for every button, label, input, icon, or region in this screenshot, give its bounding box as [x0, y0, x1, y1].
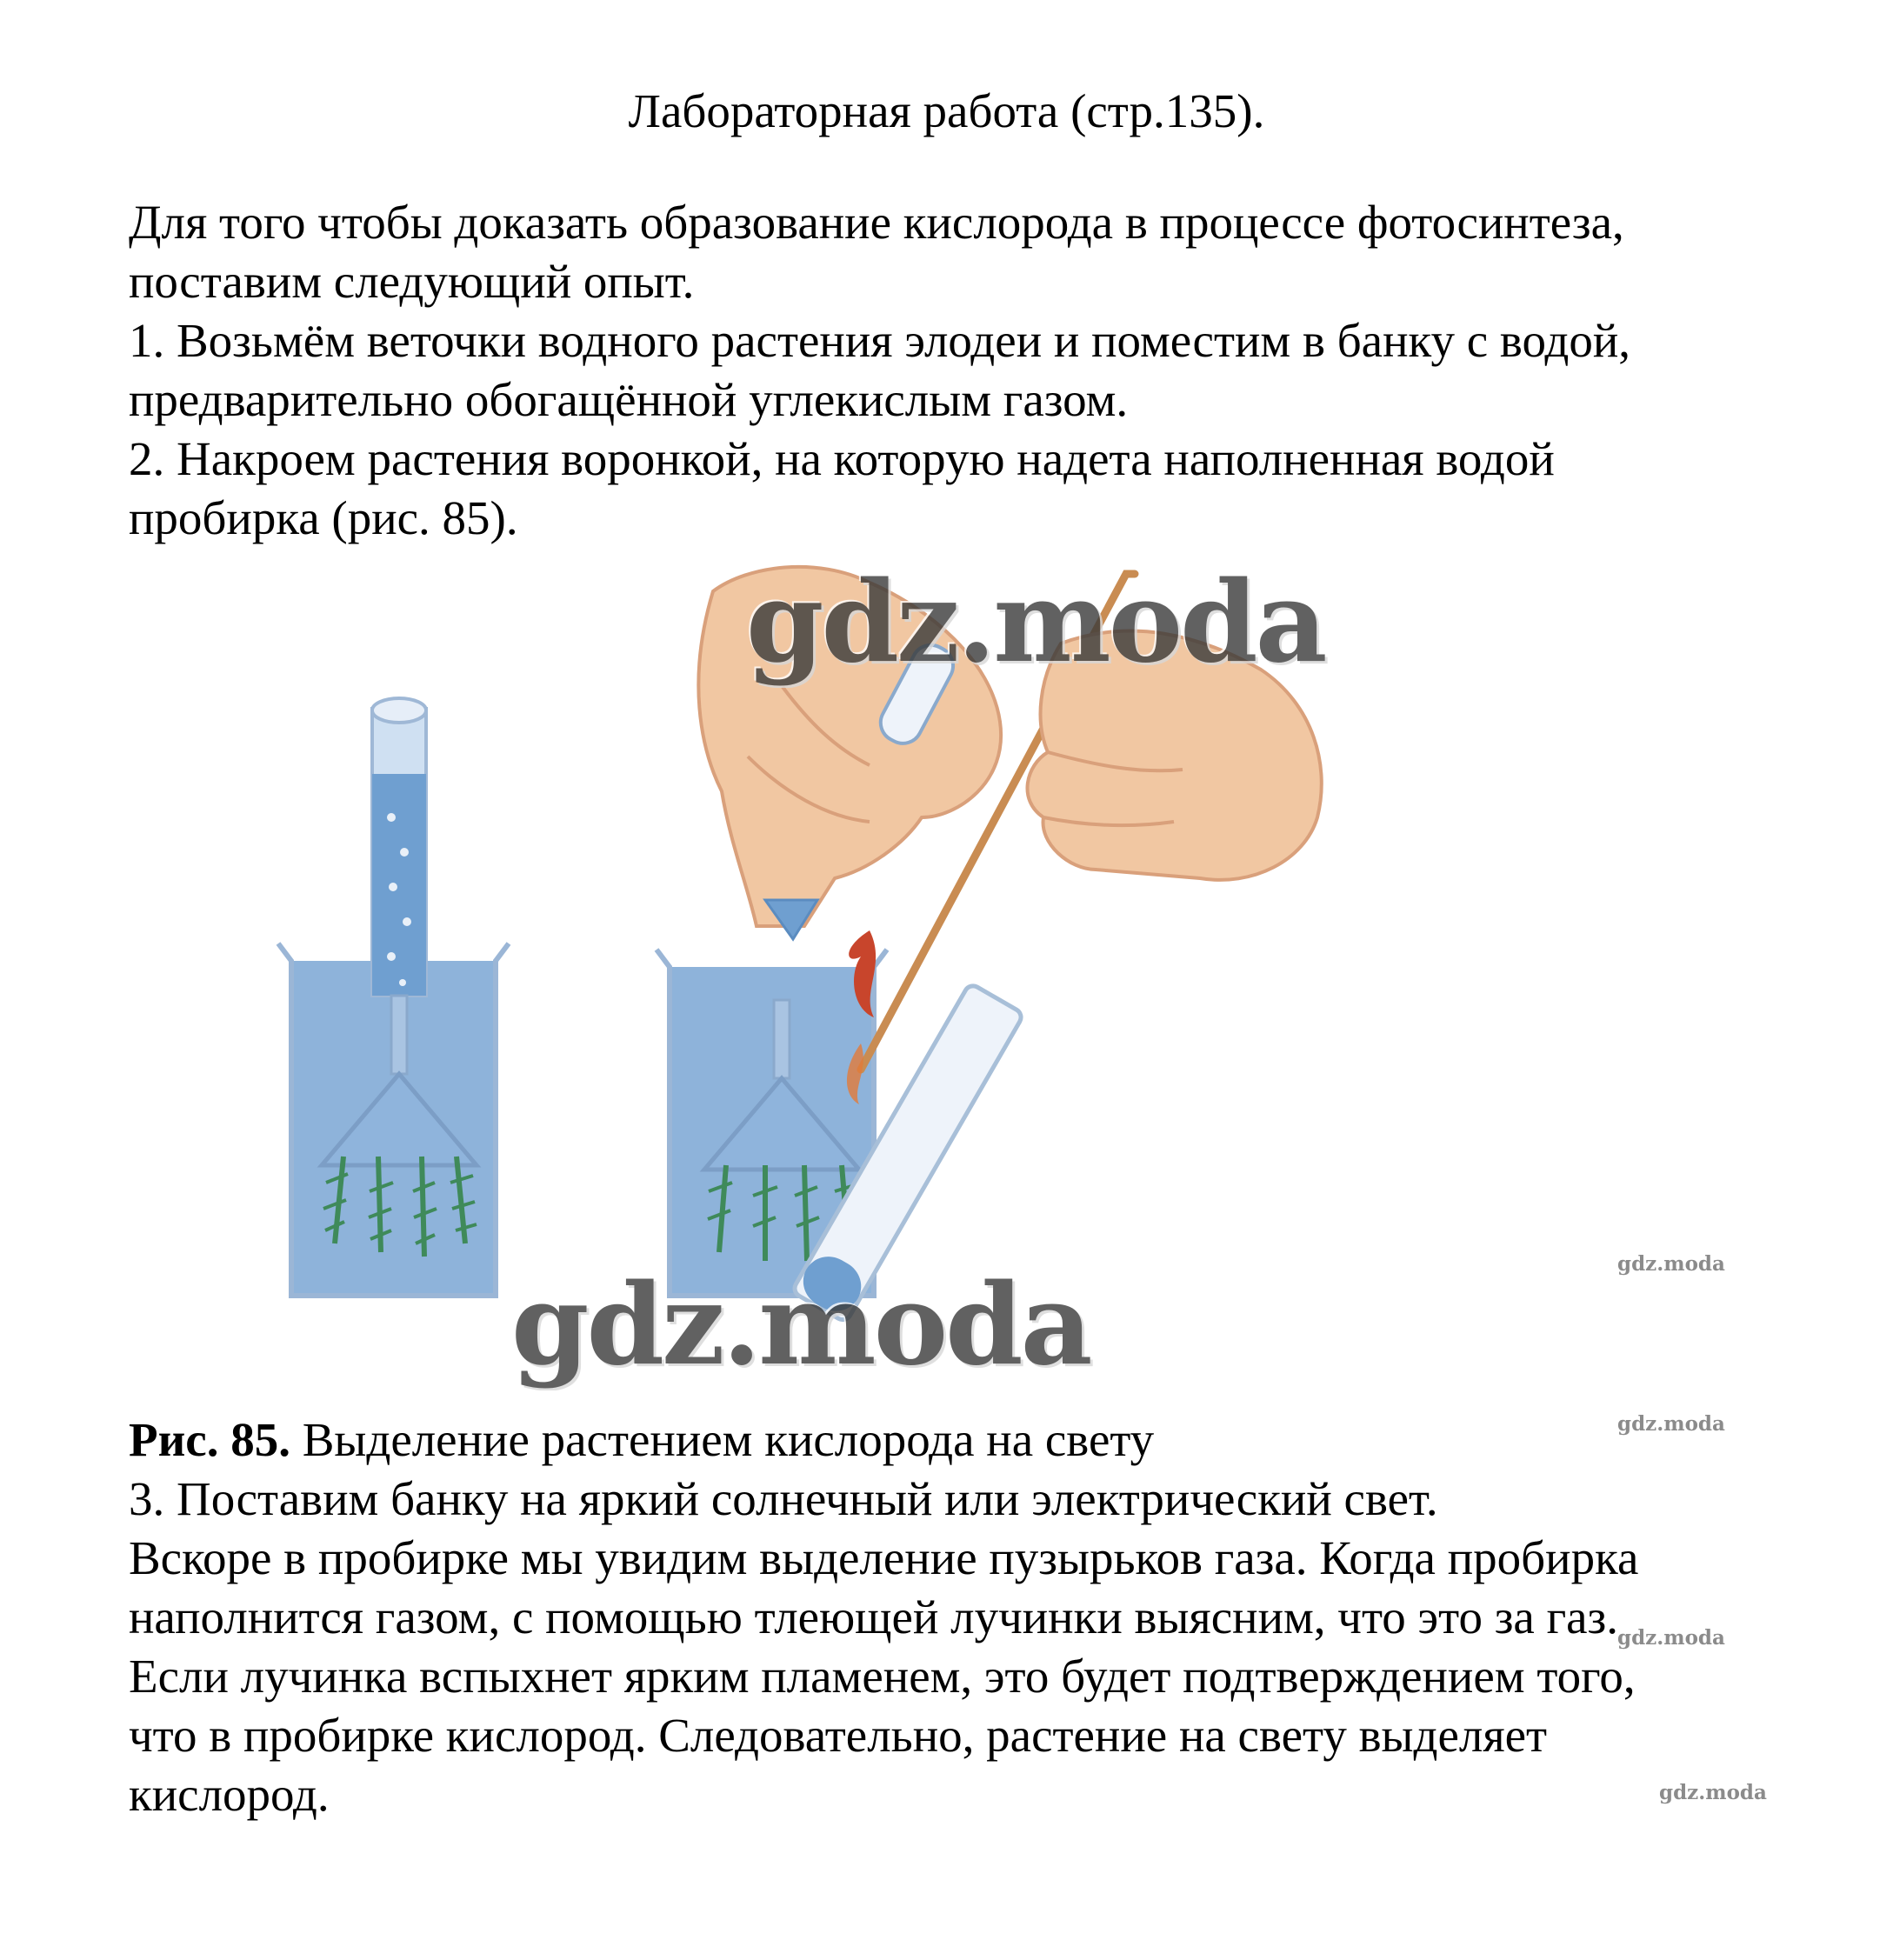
text-line: Вскоре в пробирке мы увидим выделение пузырьков газа. Когда пробирка [129, 1531, 1639, 1584]
text-line: 3. Поставим банку на яркий солнечный или электрический свет. [129, 1472, 1438, 1525]
caption-label: Рис. 85. [129, 1413, 290, 1466]
text-line: пробирка (рис. 85). [129, 491, 518, 544]
procedure-paragraph [129, 1470, 1833, 1824]
page-title: Лабораторная работа (стр.135). [628, 84, 1265, 137]
text-line: предварительно обогащённой углекислым газом. [129, 373, 1129, 426]
text-line: 1. Возьмём веточки водного растения элодеи и поместим в банку с водой, [129, 314, 1631, 367]
figure-caption [129, 1410, 1833, 1470]
text-line: Для того чтобы доказать образование кислорода в процессе фотосинтеза, [129, 196, 1624, 249]
text-line: 2. Накроем растения воронкой, на которую надета наполненная водой [129, 432, 1555, 485]
watermark: gdz.moda [511, 1260, 1090, 1390]
text-line: что в пробирке кислород. Следовательно, растение на свету выделяет [129, 1709, 1548, 1762]
watermark: gdz.moda [746, 557, 1325, 688]
caption-text: Выделение растением кислорода на свету [290, 1413, 1155, 1466]
text-line: кислород. [129, 1768, 330, 1821]
text-line: наполнится газом, с помощью тлеющей лучинки выясним, что это за газ. [129, 1590, 1619, 1643]
caption-line [129, 1410, 1833, 1470]
text-line: Если лучинка вспыхнет ярким пламенем, это будет подтверждением того, [129, 1650, 1636, 1703]
intro-paragraph [129, 193, 1833, 548]
beaker-with-test-tube [278, 698, 509, 1296]
watermark-small: gdz.moda [1617, 1252, 1725, 1276]
watermark-small: gdz.moda [1659, 1781, 1767, 1804]
watermark-small: gdz.moda [1617, 1626, 1725, 1650]
text-line: поставим следующий опыт. [129, 255, 695, 308]
watermark-small: gdz.moda [1617, 1412, 1725, 1436]
